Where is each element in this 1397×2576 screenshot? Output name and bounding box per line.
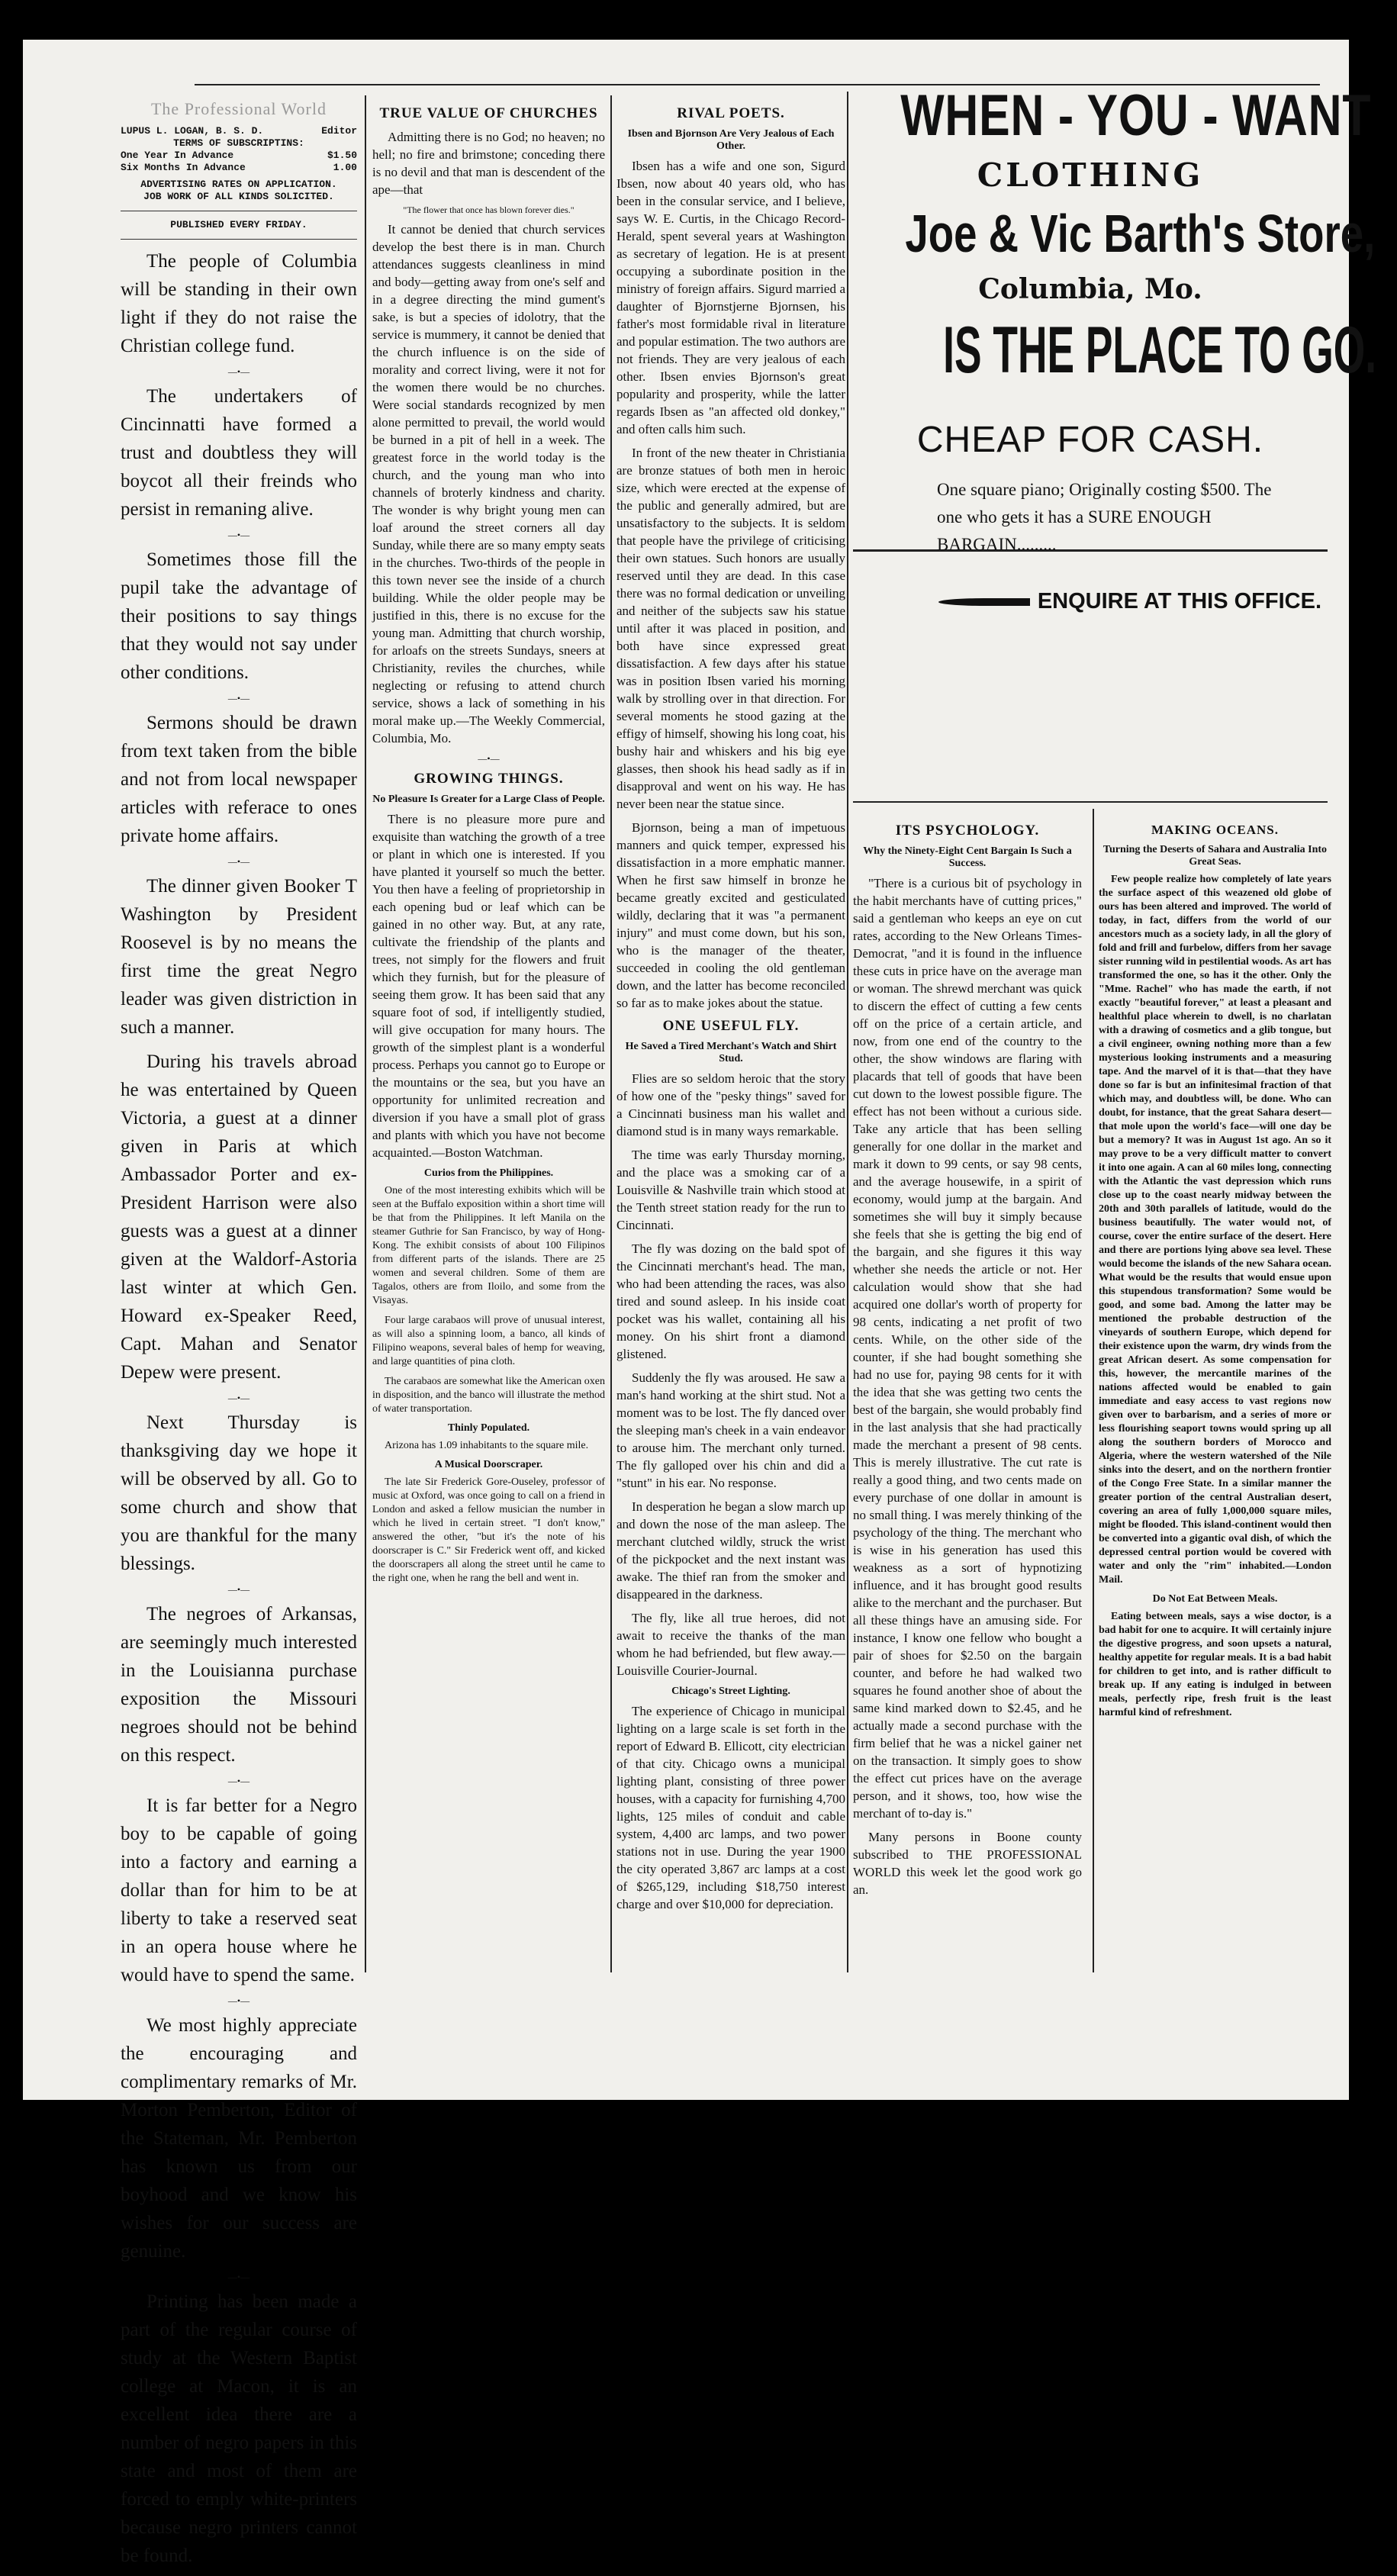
- article-subheadline: Chicago's Street Lighting.: [671, 1686, 790, 1697]
- ornament-divider: —•—: [478, 753, 500, 764]
- ornament-divider: —•—: [227, 530, 250, 540]
- publication-info: [121, 125, 357, 240]
- job-work: JOB WORK OF ALL KINDS SOLICITED.: [143, 191, 334, 202]
- article-paragraph: Admitting there is no God; no heaven; no hell; no fire and brimstone; conceding there is no devil and that man is descendent of the ape—that: [372, 130, 605, 197]
- editorial-paragraph: The negroes of Arkansas, are seemingly much interested in the Louisianna purchase exposition the Missouri negroes should not be behind on this respect.: [121, 1604, 357, 1766]
- article-paragraph: In front of the new theater in Christiania are bronze statues of both men in heroic size, which were erected at the expense of the public and generally admired, but are unsatisfactory to the subjects. It is seldom that people have the privilege of criticising their own statues. Such honors are usually reserved until they are dead. In this case there was no formal dedication or unveiling and neither of the subjects saw his statue until after it was placed in position, and both have since expressed great dissatisfaction. A few days after his statue was in position Ibsen varied his morning walk by strolling over in that direction. For several moments he stood gazing at the effigy of himself, showing his long coat, his bushy hair and whiskers and his big eye glasses, then shook his head sadly as if in disapproval and went on his way. He has never been near the statue since.: [616, 446, 845, 811]
- article-paragraph: The late Sir Frederick Gore-Ouseley, professor of music at Oxford, was once going to call on a friend in London and asked a fellow musician the number in which he lived in certain street. "I don't know," answered the other, "but it's the note of his doorscraper is C." Sir Frederick went off, and kicked the doorscrapers all along the street until he came to the right one, when he rang the bell and went in.: [372, 1476, 605, 1584]
- article-paragraph: It cannot be denied that church services develop the best there is in man. Church attendances suggests cleanliness in mind and body—getting away from one's self and in a degree directing the mind gument's sake, is but a species of idolotry, that the service is mummery, it cannot be denied that the church influence is on the side of morality and correct living, were it not for the women there would be no churches. Were social standards recognized by men alone permitted to prevail, the world would be burned in a pit of hell in a week. The greatest force in the world today is the church, and the young man who into channels of broterly kindness and charity. The wonder is why bright young men can loaf around the street corners all day Sunday, while there are so many empty seats in the churches. Two-thirds of the people in this town never see the inside of a church building. While the older people may be justified in this, there is no excuse for the young man. Admitting that church worship, for arloafs on the streets Sundays, sneers at Christianity, reviles the churches, while neglecting or refusing to attend church service, shows a lack of something in his moral make up.—The Weekly Commercial, Columbia, Mo.: [372, 222, 605, 745]
- pen-icon: [938, 598, 1030, 606]
- editorial-paragraph: The undertakers of Cincinnatti have formed a trust and doubtless they will boycot all their freinds who persist in remaning alive.: [121, 386, 357, 520]
- editorial-paragraph: Next Thursday is thanksgiving day we hope it will be observed by all. Go to some church and show that you are thankful for the many blessings.: [121, 1412, 357, 1574]
- ornament-divider: —•—: [227, 1776, 250, 1786]
- subscription-notice: Many persons in Boone county subscribed to THE PROFESSIONAL WORLD this week let the good work go an.: [853, 1830, 1082, 1897]
- ad-bottom-rule: [853, 801, 1328, 803]
- clothing-advertisement: [853, 82, 1377, 614]
- article-headline: MAKING OCEANS.: [1151, 823, 1279, 837]
- column-churches: [372, 99, 605, 1592]
- article-paragraph: Flies are so seldom heroic that the story of how one of the "pesky things" saved for a Cincinnati business man his wallet and diamond stud is in many ways remarkable.: [616, 1071, 845, 1138]
- article-paragraph: The fly was dozing on the bald spot of the Cincinnati merchant's head. The man, who had been attending the races, was also tired and sound asleep. In his inside coat pocket was his wallet, containing all his money. On his shirt front a diamond glistened.: [616, 1241, 845, 1361]
- terms-six-months-label: Six Months In Advance: [121, 162, 246, 173]
- editorial-paragraph: The people of Columbia will be standing in their own light if they do not raise the Christian college fund.: [121, 251, 357, 356]
- article-headline: ONE USEFUL FLY.: [662, 1018, 800, 1034]
- article-paragraph: Suddenly the fly was aroused. He saw a man's hand working at the shirt stud. Not a moment was to be lost. The fly danced over the sleeping man's cheek in a vain endeavor to arouse him. The merchant only turned. The fly galloped over his chin and did a "stunt" in his ear. No response.: [616, 1370, 845, 1490]
- enquire-notice: [853, 589, 1328, 614]
- column-rule-2: [610, 95, 612, 1972]
- editorial-paragraph: Sermons should be drawn from text taken from the bible and not from local newspaper articles with referace to ones private home affairs.: [121, 713, 357, 846]
- ornament-divider: —•—: [227, 856, 250, 867]
- editor-name: LUPUS L. LOGAN, B. S. D.: [121, 125, 264, 137]
- article-subheadline: Curios from the Philippines.: [423, 1167, 554, 1179]
- article-subheadline: He Saved a Tired Merchant's Watch and Shirt Stud.: [625, 1041, 837, 1064]
- article-paragraph: In desperation he began a slow march up and down the nose of the man asleep. The merchant clutched wildly, struck the wrist of the pickpocket and the next instant was awake. The thief ran from the smoker and disappeared in the darkness.: [616, 1499, 845, 1602]
- article-subheadline: Why the Ninety-Eight Cent Bargain Is Such a Success.: [863, 845, 1072, 869]
- terms-year-label: One Year In Advance: [121, 150, 234, 161]
- ad-location: Columbia, Mo.: [978, 273, 1202, 305]
- editorial-paragraph: Sometimes those fill the pupil take the advantage of their positions to say things that they would not say under other conditions.: [121, 549, 357, 683]
- editorial-paragraph: It is far better for a Negro boy to be capable of going into a factory and earning a dollar than for him to be at liberty to take a reserved seat in an opera house where he would have to spend the same.: [121, 1795, 357, 1985]
- ornament-divider: —•—: [227, 1393, 250, 1403]
- article-paragraph: The experience of Chicago in municipal lighting on a large scale is set forth in the report of Edward B. Ellicott, city electrician of that city. Chicago owns a municipal lighting plant, consisting of three power houses, with a capacity for furnishing 4,700 lights, 125 miles of conduit and cable system, 4,400 arc lamps, and two power stations not in use. During the year 1900 the city operated 3,867 arc lamps at a cost of $265,129, including $18,750 interest charge and over $10,000 for depreciation.: [616, 1704, 845, 1911]
- article-subheadline: A Musical Doorscraper.: [434, 1459, 543, 1470]
- article-paragraph: Four large carabaos will prove of unusual interest, as will also a spinning loom, a banco, all kinds of Filipino weapons, several bales of hemp for weaving, and large quantities of pina cloth.: [372, 1315, 605, 1367]
- article-headline: RIVAL POETS.: [677, 105, 785, 121]
- column-rival-poets: [616, 99, 845, 1919]
- article-paragraph: Bjornson, being a man of impetuous manners and quick temper, expressed his dissatisfaction in a more emphatic manner. When he first saw himself in bronze he became greatly excited and gesticulated wildly, declaring that it was "a permanent injury" and must come down, but his son, who is the manager of the theater, succeeded in cooling the old gentleman down, and the latter has become reconciled so far as to make jokes about the statue.: [616, 820, 845, 1010]
- article-paragraph: There is no pleasure more pure and exquisite than watching the growth of a tree or plant in which one is interested. If you have planted it yourself so much the better. You then have a feeling of proprietorship in each opening bud or leaf which can be gained in no other way. But, at any rate, cultivate the friendship of the plants and trees, not simply for the flowers and fruit which they furnish, but for the pleasure of seeing them grow. It has been said that any square foot of sod, if intelligently studied, will give occupation for many hours. The growth of the simplest plant is a wonderful process. Perhaps you cannot go to Europe or the mountains or the sea, but you have an opportunity for unlimited recreation and diversion if you have a small plot of grass and plants with which you have not become acquainted.—Boston Watchman.: [372, 812, 605, 1160]
- published-line: PUBLISHED EVERY FRIDAY.: [170, 219, 307, 230]
- editorial-paragraph: We most highly appreciate the encouraging and complimentary remarks of Mr. Morton Pemberton, Editor of the Stateman, Mr. Pemberton has known us from our boyhood and we know his wishes for our success are genuine.: [121, 2015, 357, 2262]
- article-subheadline: No Pleasure Is Greater for a Large Class of People.: [372, 794, 605, 805]
- article-paragraph: Eating between meals, says a wise doctor, is a bad habit for one to acquire. It will certainly injure the digestive progress, and soon upsets a natural, healthy appetite for regular meals. It is a bad habit for children to get into, and is rather difficult to break up. If any eating is indulged in between meals, perfectly ripe, fresh fruit is the least harmful kind of refreshment.: [1099, 1611, 1331, 1718]
- article-subheadline: Ibsen and Bjornson Are Very Jealous of Each Other.: [627, 128, 835, 152]
- column-making-oceans: [1099, 816, 1331, 1726]
- advertising-rates: ADVERTISING RATES ON APPLICATION.: [140, 179, 337, 190]
- ornament-divider: —•—: [227, 1995, 250, 2006]
- article-subheadline: Turning the Deserts of Sahara and Australia Into Great Seas.: [1102, 844, 1328, 868]
- masthead: The Professional World: [150, 99, 327, 118]
- ad-clothing: CLOTHING: [977, 156, 1204, 194]
- article-paragraph: The time was early Thursday morning, and the place was a smoking car of a Louisville & Nashville train which stood at the Tenth street station ready for the run to Cincinnati.: [616, 1148, 845, 1232]
- article-paragraph: Few people realize how completely of late years the surface aspect of this weazened old globe of ours has been altered and improved. The world of today, in fact, differs from the world of our ancestors much as a society lady, in all the glory of fold and frill and furbelow, differs from her savage sister running wild in pestilential woods. As art has transformed the one, so has it the other. Only the "Mme. Rachel" who has made the earth, if not exactly "beautiful forever," at least a pleasant and healthful place wherein to dwell, is no charlatan with a drawing of cosmetics and a glib tongue, but a civil engineer, owning nothing more than a few mysterious looking instruments and a measuring tape. And the marvel of it is that—that they have done so far is but an infinitesimal fraction of that which may, and doubtless will, be done. Who can doubt, for instance, that the great Sahara desert—that mole upon the world's face—will one day be but a memory? It was in August 1st ago. An so it may prove to be a very difficult matter to convert it into one again. A can al 60 miles long, connecting with the Atlantic the vast depression which runs close up to the coast nearly midway between the 20th and 30th parallels of latitude, would do the business beautifully. The water would not, of course, cover the entire surface of the desert. Here and there are portions lying above sea level. These would become the islands of the new Sahara ocean. What would be the results that would ensue upon this stupendous transformation? Some would be good, and some bad. Among the latter may be mentioned the probable destruction of the vineyards of southern Europe, which depend for their existence upon the warm, dry winds from the great African desert. As some compensation for this, however, the mercantile marines of the nations affected would be enabled to gain immediate and easy access to vast regions now given over to barbarism, and a series of more or less flourishing seaport towns would spring up all along the southern borders of Morocco and Algeria, where the western watershed of the Nile sinks into the desert, and on the northern frontier of the Congo Free State. In a similar manner the greater portion of the central Australian desert, covering an area of fully 1,000,000 square miles, might be flooded. This island-continent would then be converted into a gigantic oval dish, of which the depressed central portion would be covered with water and only the "rim" inhabited.—London Mail.: [1099, 874, 1331, 1586]
- column-rule-3: [847, 92, 848, 1972]
- terms-year-value: $1.50: [327, 150, 357, 161]
- article-paragraph: One of the most interesting exhibits which will be seen at the Buffalo exposition within a short time will be that from the Philippines. It left Manila on the steamer Guthrie for San Francisco, by way of Hong-Kong. The exhibit consists of about 100 Filipinos from different parts of the islands. There are 25 women and several children. Some of them are Tagalos, others are from Iloilo, and some from the Visayas.: [372, 1185, 605, 1306]
- article-paragraph: Arizona has 1.09 inhabitants to the square mile.: [385, 1440, 589, 1451]
- enquire-text: ENQUIRE AT THIS OFFICE.: [1037, 589, 1321, 613]
- ad-tagline: IS THE PLACE TO GO.: [943, 314, 1377, 387]
- ornament-divider: —•—: [227, 1584, 250, 1595]
- ornament-divider: —•—: [227, 2272, 250, 2282]
- terms-heading: TERMS OF SUBSCRIPTINS:: [173, 137, 304, 149]
- cheap-for-cash-heading: CHEAP FOR CASH.: [916, 420, 1264, 460]
- editorial-paragraph: During his travels abroad he was entertained by Queen Victoria, a guest at a dinner given in Paris at which Ambassador Porter and ex-President Harrison were also guests was a guest at a dinner given at the Waldorf-Astoria last winter at which Gen. Howard ex-Speaker Reed, Capt. Mahan and Senator Depew were present.: [121, 1051, 357, 1383]
- article-quote: "The flower that once has blown forever dies.": [403, 204, 575, 215]
- ad-headline: WHEN - YOU - WANT: [900, 83, 1372, 148]
- article-paragraph: "There is a curious bit of psychology in the habit merchants have of cutting prices," said a gentleman who keeps an eye on cut rates, according to the New Orleans Times-Democrat, "and it is found in the influence these cuts in price have on the average man or woman. The shrewd merchant was quick to discern the effect of cutting a few cents off on the price of a certain article, and now, from one end of the country to the other, the show windows are flaring with placards that tell of goods that have been cut down to the lowest possible figure. The effect has not been without a curious side. Take any article that has been selling generally for one dollar in the market and mark it down to 99 cents, or say 98 cents, and the average housewife, in a spirit of economy, would jump at the bargain. And sometimes she will buy it simply because she feels that she is getting the big end of the bargain, and she figures it this way whether she needs the article or not. Her calculation would show that she had acquired one dollar's worth of property for 98 cents, indicating a net profit of two cents. While, on the other side of the counter, if she had bought something she had no use for, paying 98 cents for it with the idea that she was getting two cents the best of the bargain, she would probably find in the last analysis that she had practically made the merchant a present of 98 cents. This is merely illustrative. The cut rate is really a good thing, and two cents made on every purchase of one dollar in amount is no small thing. I was merely thinking of the psychology of the thing. The merchant who is wise in his generation has used this weakness as a sort of hypnotizing influence, and it has brought good results alike to the merchant and the purchaser. But all these things have an amusing side. For instance, I know one fellow who bought a pair of shoes for $2.50 on the bargain counter, and before he had walked two squares he found another shoe of about the same kind marked down to $2.45, and he actually made a second purchase with the firm belief that he was a nickel gainer net on the transaction. It simply goes to show the effect cut prices have on the average person, and it shows, too, how wise the merchant of to-day is.": [853, 876, 1082, 1821]
- editorial-paragraph: The dinner given Booker T Washington by President Roosevel is by no means the first time the great Negro leader was given distriction in such a manner.: [121, 876, 357, 1038]
- article-headline: TRUE VALUE OF CHURCHES: [379, 105, 598, 121]
- terms-six-months-value: 1.00: [333, 162, 357, 173]
- column-psychology: [853, 816, 1082, 1905]
- article-subheadline: Thinly Populated.: [447, 1422, 530, 1434]
- article-paragraph: Ibsen has a wife and one son, Sigurd Ibsen, now about 40 years old, who has been in the consular service, and I believe, says W. E. Curtis, in the Chicago Record-Herald, spent several years at Washington as secretary of legation. He is at present occupying a subordinate position in the ministry of foreign affairs. Sigurd married a daughter of Bjornstjerne Bjornsen, his father's most formidable rival in literature and popular estimation. The two authors are not friends. They are very jealous of each other. Ibsen envies Bjornson's great popularity and prosperity, while the latter regards Ibsen as "an affected old donkey," and often calls him such.: [616, 159, 845, 436]
- ornament-divider: —•—: [227, 366, 250, 377]
- editorial-paragraph: Printing has been made a part of the regular course of study at the Western Baptist college at Macon, it is an excellent idea there are a number of negro papers in this state and most of them are forced to emply white-printers because negro printers cannot be found.: [121, 2291, 357, 2566]
- ad-store-name: Joe & Vic Barth's Store,: [905, 204, 1376, 263]
- article-paragraph: The carabaos are somewhat like the American oxen in disposition, and the banco will illustrate the method of water transportation.: [372, 1376, 605, 1415]
- column-rule-1: [365, 95, 366, 1972]
- column-rule-4: [1093, 809, 1094, 1972]
- article-paragraph: The fly, like all true heroes, did not await to receive the thanks of the man whom he had befriended, but flew away.—Louisville Courier-Journal.: [616, 1611, 845, 1678]
- article-subheadline: Do Not Eat Between Meals.: [1152, 1593, 1278, 1605]
- article-headline: ITS PSYCHOLOGY.: [895, 823, 1040, 839]
- article-headline: GROWING THINGS.: [414, 771, 564, 787]
- editor-role: Editor: [321, 125, 357, 137]
- piano-notice: One square piano; Originally costing $500. The one who gets it has a SURE ENOUGH BARGAIN.........: [937, 480, 1272, 554]
- divider: [121, 239, 357, 240]
- column-editorials: [121, 99, 357, 2576]
- ornament-divider: —•—: [227, 693, 250, 704]
